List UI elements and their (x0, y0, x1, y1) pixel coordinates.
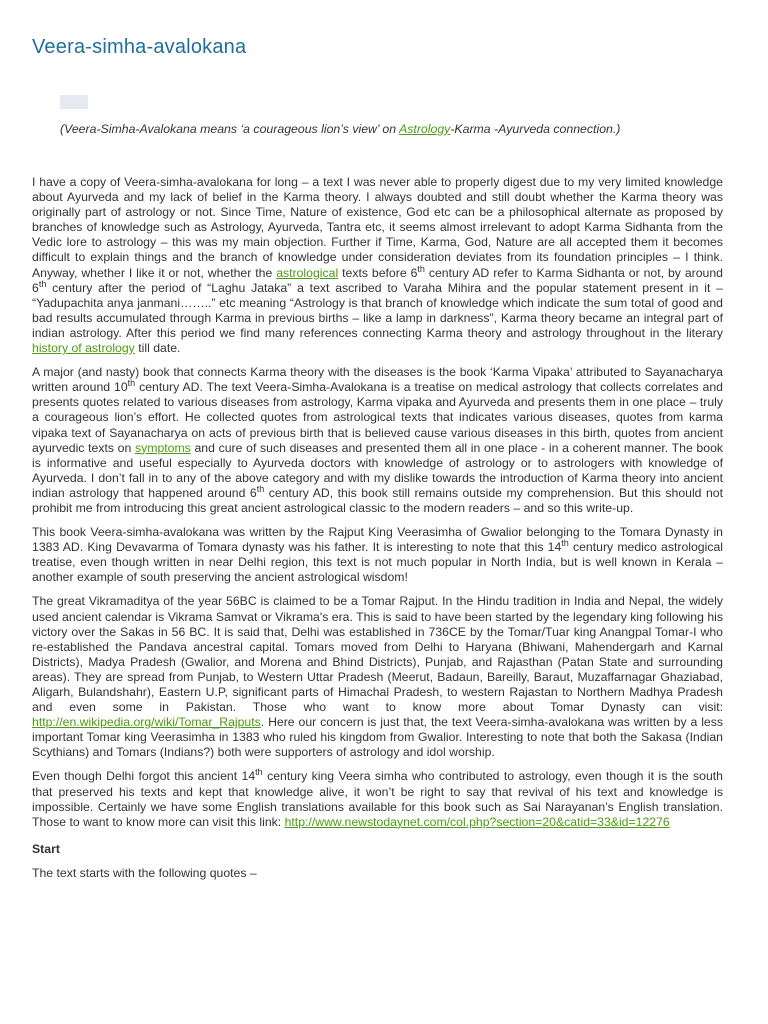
article-body (32, 175, 723, 890)
symptoms-link[interactable]: symptoms (134, 440, 191, 455)
paragraph-1: I have a copy of Veera-simha-avalokana for long – a text I was never able to properly digest due to my very limited knowledge about Ayurveda and my lack of belief in the Karma theory. I always doubted and still doubt whether the Karma theory was originally part of astrology or not. Since Time, Nature of existence, God etc can be a philosophical alternate as proposed by branches of knowledge such as Astrology, Ayurveda, Tantra etc, it seems almost irrelevant to adopt Karma Sidhanta from the Vedic lore to astrology – this was my main objection. Further if Time, Karma, God, Nature are all accepted them it becomes difficult to explain things and the branch of knowledge under consideration deviates from its foundation principles – I think. Anyway, whether I like it or not, whether the astrological texts before 6th century AD refer to Karma Sidhanta or not, by around 6th century after the period of “Laghu Jataka” a text ascribed to Varaha Mihira and the popular statement present in it – “Yadupachita anya janmani……..” etc meaning “Astrology is that branch of knowledge which indicate the sum total of good and bad results accumulated through Karma in previous births – like a lamp in darkness”, Karma theory became an integral part of indian astrology. After this period we find many references connecting Karma theory and astrology throughout in the literary history of astrology till date. (32, 175, 723, 356)
page-title: Veera-simha-avalokana (32, 36, 247, 58)
paragraph-5: Even though Delhi forgot this ancient 14th century king Veera simha who contributed to astrology, even though it is the south that preserved his texts and kept that knowledge alive, it won’t be right to say that revival of his text and knowledge is impossible. Certainly we have some English translations available for this book such as Sai Narayanan’s English translation. Those to want to know more can visit this link: http://www.newstodaynet.com/col.php?section=20&catid=33&id=12276 (32, 767, 723, 829)
astrological-link[interactable]: astrological (276, 265, 339, 280)
paragraph-4: The great Vikramaditya of the year 56BC is claimed to be a Tomar Rajput. In the Hindu tradition in India and Nepal, the widely used ancient calendar is Vikrama Samvat or Vikrama's era. This is said to have been started by the legendary king following his victory over the Sakas in 56 BC. It is said that, Delhi was established in 736CE by the Tomar/Tuar king Anangpal Tomar-I who re-established the Pandava ancestral capital. Tomars moved from Delhi to Haryana (Bhiwani, Mahendergarh and Karnal Districts), Madya Pradesh (Gwalior, and Morena and Bhind Districts), Punjab, and Rajasthan (Patan State and surrounding areas). They are spread from Punjab, to Western Uttar Pradesh (Meerut, Badaun, Bareilly, Baraut, Muzaffarnagar Ghaziabad, Aligarh, Bulandshahr), Eastern U.P, significant parts of Himachal Pradesh, to western Rajastan to Northern Madhya Pradesh and even some in Pakistan. Those who want to know more about Tomar Dynasty can visit: http://en.wikipedia.org/wiki/Tomar_Rajputs. Here our concern is just that, the text Veera-simha-avalokana was written by a less important Tomar king Veerasimha in 1383 who ruled his kingdom from Gwalior. Interesting to note that both the Sakasa (Indian Scythians) and Tomars (Indians?) both were supporters of astrology and idol worship. (32, 594, 723, 760)
intro-caption: (Veera-Simha-Avalokana means ‘a courageous lion’s view’ on Astrology-Karma -Ayurveda connection.) (60, 122, 621, 136)
image-placeholder (60, 95, 88, 109)
start-heading: Start (32, 841, 60, 856)
paragraph-2: A major (and nasty) book that connects Karma theory with the diseases is the book ‘Karma Vipaka’ attributed to Sayanacharya written around 10th century AD. The text Veera-Simha-Avalokana is a treatise on medical astrology that collects correlates and presents quotes related to various diseases from astrology, Karma vipaka and Ayurveda and presents them in one place – truly a courageous lion’s effort. He collected quotes from astrological texts that indicates various diseases, quotes from karma vipaka text of Sayanacharya on acts of previous birth that is believed cause various diseases in this birth, quotes from ancient ayurvedic texts on symptoms and cure of such diseases and presented them all in one place - in a coherent manner. The book is informative and useful especially to Ayurveda doctors with knowledge of astrology or to astrologers with knowledge of Ayurveda. I don’t fall in to any of the above category and with my dislike towards the introduction of Karma theory into ancient indian astrology that happened around 6th century AD, this book still remains outside my comprehension. But this should not prohibit me from introducing this great ancient astrological classic to the modern readers – and so this write-up. (32, 365, 724, 515)
closing-line: The text starts with the following quotes – (32, 865, 257, 880)
astrology-link[interactable]: Astrology (399, 122, 451, 136)
tomar-rajputs-link[interactable]: http://en.wikipedia.org/wiki/Tomar_Rajputs (32, 715, 261, 730)
newstodaynet-link[interactable]: http://www.newstodaynet.com/col.php?section=20&catid=33&id=12276 (284, 814, 670, 829)
paragraph-3: This book Veera-simha-avalokana was written by the Rajput King Veerasimha of Gwalior belonging to the Tomara Dynasty in 1383 AD. King Devavarma of Tomara dynasty was his father. It is interesting to note that this 14th century medico astrological treatise, even though written in near Delhi region, this text is not much popular in North India, but is well known in Kerala – another example of south preserving the ancient astrological wisdom! (32, 525, 723, 585)
history-of-astrology-link[interactable]: history of astrology (32, 341, 135, 356)
